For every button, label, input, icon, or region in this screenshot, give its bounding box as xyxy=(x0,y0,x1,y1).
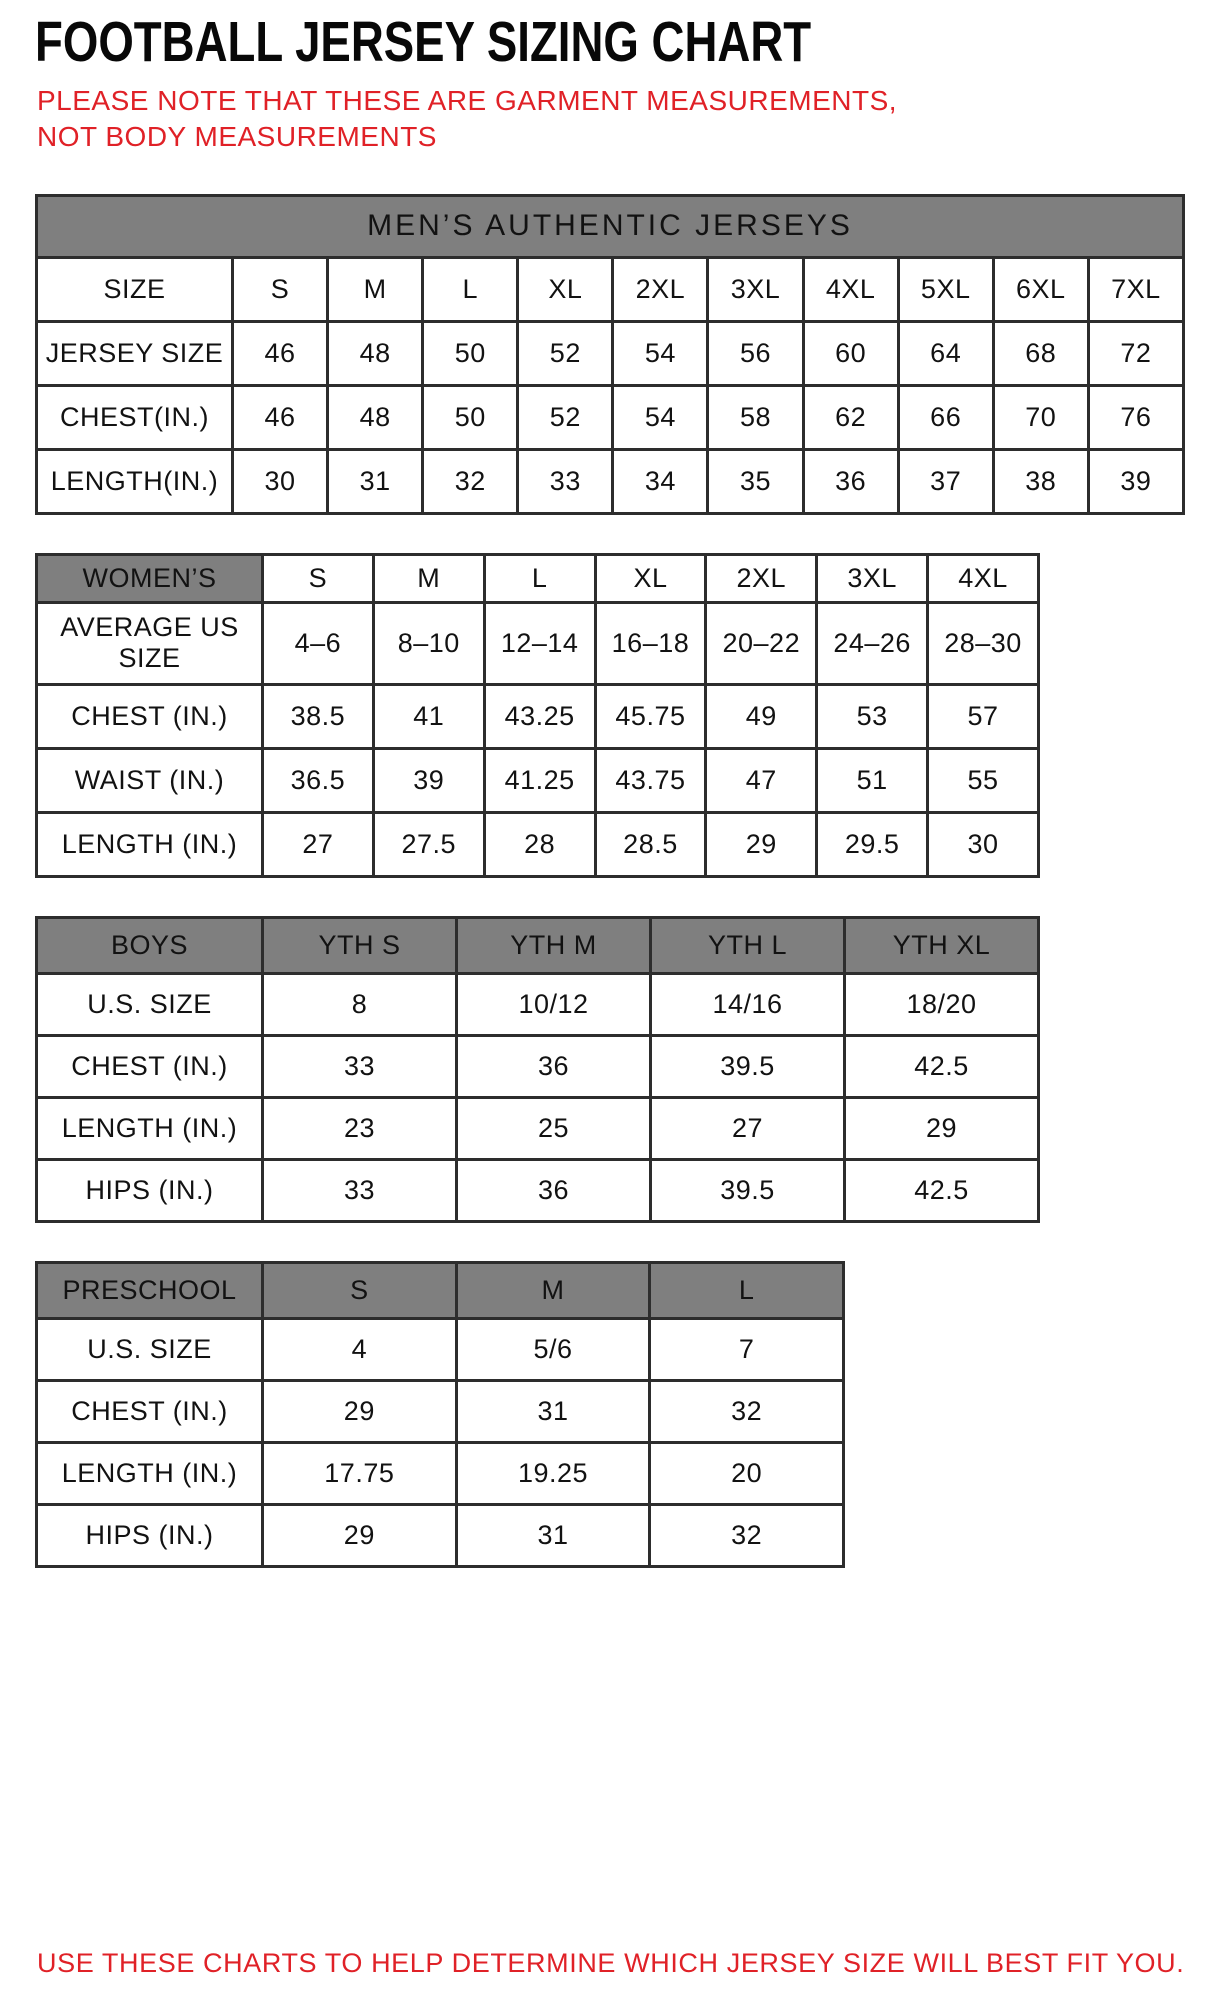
size-column-header: 4XL xyxy=(928,554,1039,602)
cell-value: 48 xyxy=(328,321,423,385)
boys-sizing-table xyxy=(35,916,1040,1223)
cell-value: 29 xyxy=(263,1504,457,1566)
cell-value: 38.5 xyxy=(263,684,374,748)
row-label: CHEST (IN.) xyxy=(37,684,263,748)
row-label: HIPS (IN.) xyxy=(37,1159,263,1221)
cell-value: 45.75 xyxy=(595,684,706,748)
cell-value: 14/16 xyxy=(651,973,845,1035)
cell-value: M xyxy=(328,257,423,321)
size-column-header: S xyxy=(263,554,374,602)
cell-value: 32 xyxy=(423,449,518,513)
cell-value: 31 xyxy=(456,1504,650,1566)
cell-value: 48 xyxy=(328,385,423,449)
cell-value: 10/12 xyxy=(457,973,651,1035)
cell-value: 32 xyxy=(650,1380,844,1442)
row-label: WAIST (IN.) xyxy=(37,748,263,812)
cell-value: 37 xyxy=(898,449,993,513)
row-label: JERSEY SIZE xyxy=(37,321,233,385)
cell-value: 53 xyxy=(817,684,928,748)
cell-value: 12–14 xyxy=(484,602,595,684)
cell-value: 36.5 xyxy=(263,748,374,812)
cell-value: 42.5 xyxy=(845,1035,1039,1097)
cell-value: 23 xyxy=(263,1097,457,1159)
size-column-header: S xyxy=(263,1262,457,1318)
womens-sizing-table xyxy=(35,553,1040,878)
cell-value: 30 xyxy=(233,449,328,513)
cell-value: 36 xyxy=(803,449,898,513)
cell-value: 8–10 xyxy=(373,602,484,684)
table-header-label: PRESCHOOL xyxy=(37,1262,263,1318)
cell-value: 43.25 xyxy=(484,684,595,748)
size-column-header: 3XL xyxy=(817,554,928,602)
cell-value: 41.25 xyxy=(484,748,595,812)
row-label: U.S. SIZE xyxy=(37,1318,263,1380)
cell-value: S xyxy=(233,257,328,321)
cell-value: XL xyxy=(518,257,613,321)
cell-value: 46 xyxy=(233,321,328,385)
size-column-header: YTH M xyxy=(457,917,651,973)
cell-value: 25 xyxy=(457,1097,651,1159)
cell-value: 36 xyxy=(457,1159,651,1221)
row-label: LENGTH (IN.) xyxy=(37,1097,263,1159)
cell-value: 34 xyxy=(613,449,708,513)
cell-value: 28 xyxy=(484,812,595,876)
cell-value: 76 xyxy=(1088,385,1183,449)
row-label: CHEST (IN.) xyxy=(37,1380,263,1442)
cell-value: 39.5 xyxy=(651,1159,845,1221)
cell-value: 52 xyxy=(518,385,613,449)
row-label: LENGTH (IN.) xyxy=(37,812,263,876)
size-column-header: M xyxy=(456,1262,650,1318)
row-label: LENGTH(IN.) xyxy=(37,449,233,513)
size-column-header: YTH S xyxy=(263,917,457,973)
row-label: HIPS (IN.) xyxy=(37,1504,263,1566)
cell-value: 35 xyxy=(708,449,803,513)
cell-value: 39 xyxy=(373,748,484,812)
cell-value: 51 xyxy=(817,748,928,812)
cell-value: 72 xyxy=(1088,321,1183,385)
cell-value: 50 xyxy=(423,321,518,385)
cell-value: 5/6 xyxy=(456,1318,650,1380)
cell-value: 42.5 xyxy=(845,1159,1039,1221)
mens-authentic-jerseys-table xyxy=(35,194,1185,515)
cell-value: 17.75 xyxy=(263,1442,457,1504)
size-column-header: M xyxy=(373,554,484,602)
cell-value: 33 xyxy=(518,449,613,513)
cell-value: 7 xyxy=(650,1318,844,1380)
cell-value: L xyxy=(423,257,518,321)
cell-value: 58 xyxy=(708,385,803,449)
cell-value: 29 xyxy=(845,1097,1039,1159)
cell-value: 29.5 xyxy=(817,812,928,876)
size-column-header: L xyxy=(484,554,595,602)
cell-value: 39.5 xyxy=(651,1035,845,1097)
cell-value: 64 xyxy=(898,321,993,385)
row-label: U.S. SIZE xyxy=(37,973,263,1035)
cell-value: 7XL xyxy=(1088,257,1183,321)
size-column-header: 2XL xyxy=(706,554,817,602)
cell-value: 36 xyxy=(457,1035,651,1097)
cell-value: 52 xyxy=(518,321,613,385)
cell-value: 4XL xyxy=(803,257,898,321)
cell-value: 3XL xyxy=(708,257,803,321)
size-column-header: XL xyxy=(595,554,706,602)
cell-value: 70 xyxy=(993,385,1088,449)
cell-value: 16–18 xyxy=(595,602,706,684)
footer-note: USE THESE CHARTS TO HELP DETERMINE WHICH JERSEY SIZE WILL BEST FIT YOU. xyxy=(37,1947,1185,1978)
row-label: LENGTH (IN.) xyxy=(37,1442,263,1504)
cell-value: 31 xyxy=(456,1380,650,1442)
table-header-label: WOMEN’S xyxy=(37,554,263,602)
cell-value: 39 xyxy=(1088,449,1183,513)
table-title: MEN’S AUTHENTIC JERSEYS xyxy=(37,195,1184,257)
size-column-header: L xyxy=(650,1262,844,1318)
cell-value: 29 xyxy=(263,1380,457,1442)
cell-value: 24–26 xyxy=(817,602,928,684)
row-label: CHEST (IN.) xyxy=(37,1035,263,1097)
cell-value: 50 xyxy=(423,385,518,449)
cell-value: 41 xyxy=(373,684,484,748)
cell-value: 32 xyxy=(650,1504,844,1566)
cell-value: 46 xyxy=(233,385,328,449)
cell-value: 54 xyxy=(613,385,708,449)
page-title-text: FOOTBALL JERSEY SIZING CHART xyxy=(35,10,812,74)
cell-value: 4–6 xyxy=(263,602,374,684)
garment-measurement-note: PLEASE NOTE THAT THESE ARE GARMENT MEASUREMENTS, NOT BODY MEASUREMENTS xyxy=(37,85,898,153)
cell-value: 2XL xyxy=(613,257,708,321)
cell-value: 57 xyxy=(928,684,1039,748)
cell-value: 28–30 xyxy=(928,602,1039,684)
size-column-header: YTH XL xyxy=(845,917,1039,973)
cell-value: 27.5 xyxy=(373,812,484,876)
cell-value: 20 xyxy=(650,1442,844,1504)
cell-value: 20–22 xyxy=(706,602,817,684)
cell-value: 30 xyxy=(928,812,1039,876)
cell-value: 47 xyxy=(706,748,817,812)
cell-value: 54 xyxy=(613,321,708,385)
size-column-header: YTH L xyxy=(651,917,845,973)
cell-value: 49 xyxy=(706,684,817,748)
cell-value: 33 xyxy=(263,1035,457,1097)
cell-value: 31 xyxy=(328,449,423,513)
cell-value: 27 xyxy=(651,1097,845,1159)
cell-value: 27 xyxy=(263,812,374,876)
cell-value: 4 xyxy=(263,1318,457,1380)
cell-value: 56 xyxy=(708,321,803,385)
cell-value: 8 xyxy=(263,973,457,1035)
cell-value: 28.5 xyxy=(595,812,706,876)
cell-value: 68 xyxy=(993,321,1088,385)
row-label: CHEST(IN.) xyxy=(37,385,233,449)
cell-value: 38 xyxy=(993,449,1088,513)
cell-value: 66 xyxy=(898,385,993,449)
cell-value: 43.75 xyxy=(595,748,706,812)
cell-value: 33 xyxy=(263,1159,457,1221)
page-title xyxy=(35,10,1185,74)
cell-value: 60 xyxy=(803,321,898,385)
cell-value: 18/20 xyxy=(845,973,1039,1035)
table-header-label: BOYS xyxy=(37,917,263,973)
cell-value: 5XL xyxy=(898,257,993,321)
cell-value: 62 xyxy=(803,385,898,449)
cell-value: 55 xyxy=(928,748,1039,812)
cell-value: 6XL xyxy=(993,257,1088,321)
row-label: AVERAGE US SIZE xyxy=(37,602,263,684)
cell-value: 19.25 xyxy=(456,1442,650,1504)
row-label: SIZE xyxy=(37,257,233,321)
preschool-sizing-table xyxy=(35,1261,845,1568)
cell-value: 29 xyxy=(706,812,817,876)
